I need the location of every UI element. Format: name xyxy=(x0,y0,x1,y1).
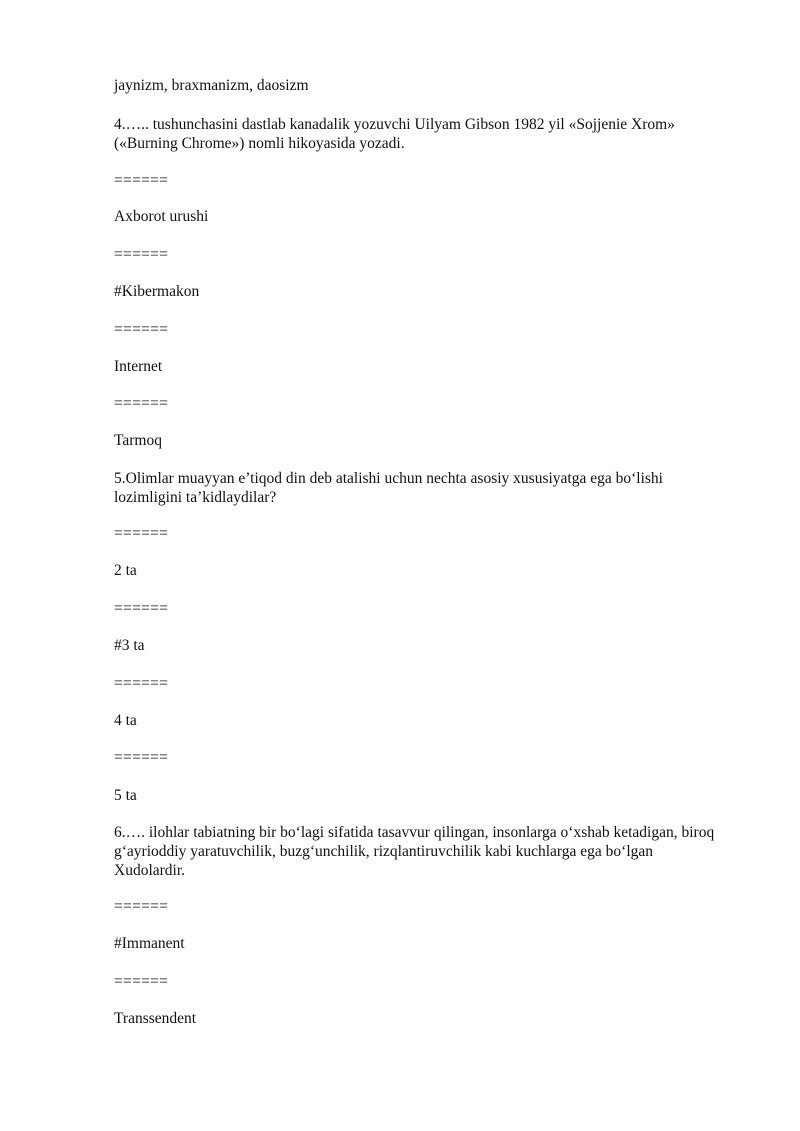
q5-option-4: 5 ta xyxy=(114,787,137,804)
separator: ====== xyxy=(114,898,169,915)
separator: ====== xyxy=(114,395,169,412)
q5-option-1: 2 ta xyxy=(114,562,137,579)
q4-question-line-1: 4.….. tushunchasini dastlab kanadalik yozuvchi Uilyam Gibson 1982 yil «Sojjenie Xrom» xyxy=(114,116,675,133)
q6-question-line-3: Xudolardir. xyxy=(114,862,186,879)
q6-option-1: #Immanent xyxy=(114,935,185,952)
q4-option-2: #Kibermakon xyxy=(114,283,200,300)
q6-option-2: Transsendent xyxy=(114,1010,197,1027)
separator: ====== xyxy=(114,749,169,766)
separator: ====== xyxy=(114,321,169,338)
q4-option-3: Internet xyxy=(114,358,163,375)
q4-question-line-2: («Burning Chrome») nomli hikoyasida yozadi. xyxy=(114,135,405,152)
q6-question-line-2: g‘ayrioddiy yaratuvchilik, buzg‘unchilik, rizqlantiruvchilik kabi kuchlarga ega bo‘lgan xyxy=(114,843,654,860)
separator: ====== xyxy=(114,600,169,617)
separator: ====== xyxy=(114,675,169,692)
q5-question-line-2: lozimligini ta’kidlaydilar? xyxy=(114,489,277,506)
separator: ====== xyxy=(114,246,169,263)
q3-answer-tail: jaynizm, braxmanizm, daosizm xyxy=(114,77,309,94)
q5-question-line-1: 5.Olimlar muayyan e’tiqod din deb atalishi uchun nechta asosiy xususiyatga ega bo‘lishi xyxy=(114,470,663,487)
separator: ====== xyxy=(114,973,169,990)
q5-option-3: 4 ta xyxy=(114,712,137,729)
separator: ====== xyxy=(114,172,169,189)
separator: ====== xyxy=(114,525,169,542)
q4-option-1: Axborot urushi xyxy=(114,208,209,225)
q6-question-line-1: 6.…. ilohlar tabiatning bir bo‘lagi sifatida tasavvur qilingan, insonlarga o‘xshab ketadigan, biroq xyxy=(114,824,715,841)
q5-option-2: #3 ta xyxy=(114,637,145,654)
q4-option-4: Tarmoq xyxy=(114,432,162,449)
